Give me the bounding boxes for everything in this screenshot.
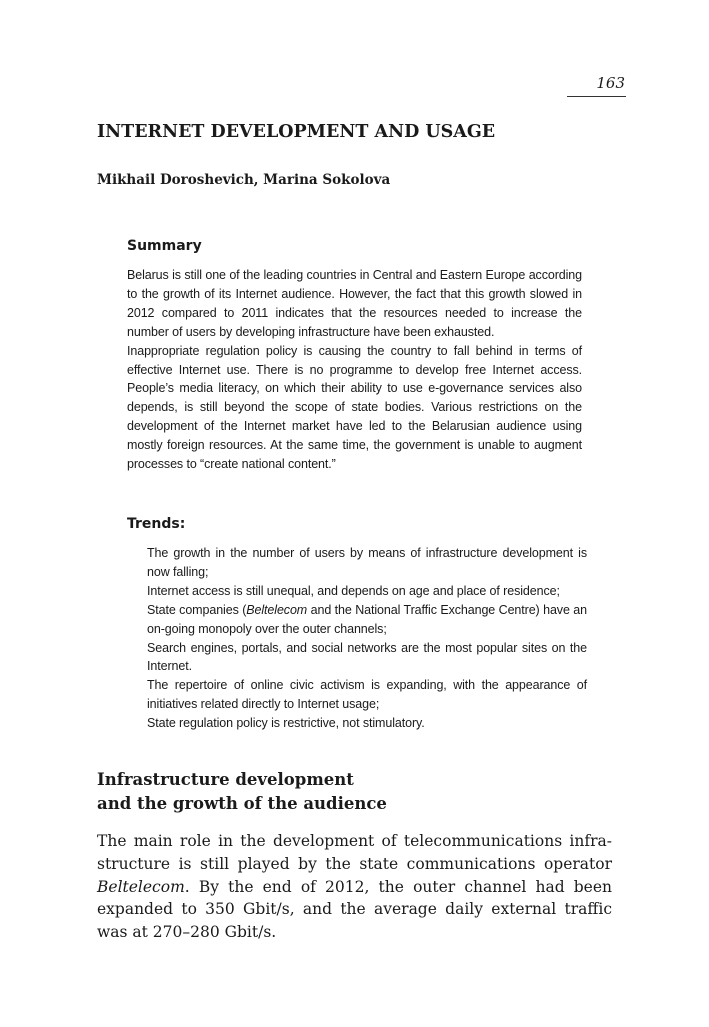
- summary-paragraph-2: Inappropriate regulation policy is causing the country to fall behind in terms of effective Internet use. There is no programme to develop free Internet access. People’s media literacy, on which their ability to use e-governance services also depends, is still beyond the scope of state bodies. Various restrictions on the development of the Internet market have led to the Belarusian audience using mostly foreign resources. At the same time, the government is unable to augment processes to “create national content.”: [127, 343, 582, 472]
- trend-item: State regulation policy is restrictive, not stimulatory.: [147, 716, 425, 731]
- trend-item: Internet access is still unequal, and depends on age and place of residence;: [147, 583, 560, 598]
- body-text-part: . By the end of 2012, the outer channel had been expanded to 350 Gbit/s, and the average daily external traffic was at 270–280 Gbit/s.: [97, 877, 612, 942]
- summary-heading: Summary: [127, 238, 202, 254]
- body-paragraph: [97, 830, 612, 944]
- trend-item: The growth in the number of users by means of infrastructure development is now falling;: [147, 546, 587, 579]
- section-heading-line-2: and the growth of the audience: [97, 794, 387, 813]
- trends-heading: Trends:: [127, 516, 186, 532]
- trends-box: [127, 514, 587, 733]
- authors: Mikhail Doroshevich, Marina Sokolova: [97, 172, 391, 188]
- body-text-part: The main role in the development of telecommunications infra-structure is still played by the state communications operator: [97, 832, 612, 873]
- summary-text: [127, 266, 582, 474]
- page-number-rule: [567, 96, 626, 97]
- trend-item-text: State companies (: [147, 602, 247, 617]
- trend-item: The repertoire of online civic activism is expanding, with the appearance of initiatives related directly to Internet usage;: [147, 678, 587, 712]
- summary-paragraph-1: Belarus is still one of the leading countries in Central and Eastern Europe according to the growth of its Internet audience. However, the fact that this growth slowed in 2012 compared to 2011 indicates that the resources needed to increase the number of users by developing infrastructure have been exhausted.: [127, 268, 582, 339]
- chapter-title: INTERNET DEVELOPMENT AND USAGE: [97, 122, 496, 142]
- trends-list: [147, 544, 587, 733]
- section-heading-line-1: Infrastructure development: [97, 770, 354, 789]
- section-heading: [97, 768, 617, 816]
- trend-item-emphasis: Beltelecom: [246, 602, 308, 617]
- trend-item-text: and the National Traffic Exchange Centre) have an on-going monopoly over the outer channels;: [147, 602, 587, 636]
- trend-item: [147, 601, 587, 639]
- page-number: 163: [596, 74, 625, 92]
- summary-box: [127, 236, 582, 474]
- body-text-emphasis: Beltelecom: [97, 877, 185, 896]
- trend-item: Search engines, portals, and social networks are the most popular sites on the Internet.: [147, 640, 587, 674]
